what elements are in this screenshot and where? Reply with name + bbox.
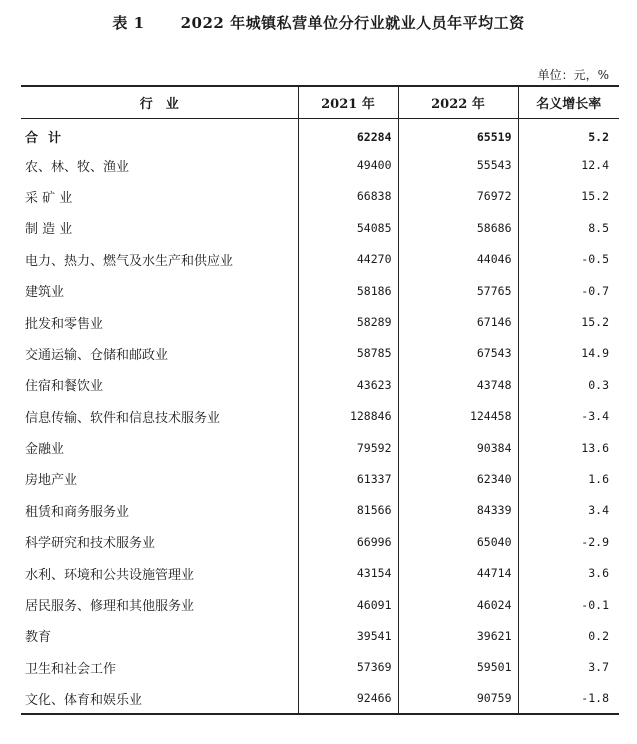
unit-label: 单位：元，%: [537, 68, 609, 82]
growth-rate-cell: -1.8: [518, 683, 619, 714]
table-row: [21, 244, 619, 275]
wage-2021-cell: 92466: [298, 683, 398, 714]
table-body: [21, 118, 619, 714]
growth-rate-cell: 0.2: [518, 620, 619, 651]
table-row: [21, 652, 619, 683]
growth-rate-cell: -0.5: [518, 244, 619, 275]
wage-2021-cell: 66838: [298, 181, 398, 212]
table-row: [21, 275, 619, 306]
wage-2022-cell: 90759: [398, 683, 518, 714]
wage-2021-cell: 58289: [298, 306, 398, 337]
header-2021: 2021 年: [298, 86, 398, 118]
industry-cell: 文化、体育和娱乐业: [21, 683, 298, 714]
wage-2022-cell: 59501: [398, 652, 518, 683]
wage-2022-cell: 62340: [398, 463, 518, 494]
table-row: [21, 620, 619, 651]
wage-2021-cell: 58785: [298, 338, 398, 369]
industry-cell: 租赁和商务服务业: [25, 504, 130, 520]
table-row: [21, 495, 619, 526]
growth-rate-cell: 3.6: [518, 557, 619, 588]
wage-2021-cell: 44270: [298, 244, 398, 275]
industry-cell: 教育: [25, 630, 52, 646]
table-row: [21, 401, 619, 432]
wage-2021-cell: 128846: [298, 401, 398, 432]
industry-cell: 批发和零售业: [25, 316, 104, 332]
table-number: 表 1: [112, 14, 145, 32]
header-industry: 行 业: [21, 86, 298, 118]
wage-2022-cell: 44046: [398, 244, 518, 275]
growth-rate-cell: 14.9: [518, 338, 619, 369]
wage-2022-cell: 124458: [398, 401, 518, 432]
wage-2021-cell: 58186: [298, 275, 398, 306]
wage-2022-cell: 65519: [398, 118, 518, 149]
industry-cell: 电力、热力、燃气及水生产和供应业: [25, 253, 234, 269]
wage-2021-cell: 49400: [298, 149, 398, 180]
growth-rate-cell: -2.9: [518, 526, 619, 557]
industry-cell: 建筑业: [25, 285, 65, 301]
growth-rate-cell: 8.5: [518, 212, 619, 243]
industry-cell: 交通运输、仓储和邮政业: [25, 347, 169, 363]
header-2022: 2022 年: [398, 86, 518, 118]
wage-2022-cell: 44714: [398, 557, 518, 588]
wage-table: [21, 85, 619, 715]
table-row: [21, 589, 619, 620]
wage-2021-cell: 54085: [298, 212, 398, 243]
growth-rate-cell: -0.1: [518, 589, 619, 620]
growth-rate-cell: 3.7: [518, 652, 619, 683]
table-row: [21, 526, 619, 557]
table-row: [21, 338, 619, 369]
industry-cell: 合计: [25, 131, 72, 147]
industry-cell: 采 矿 业: [25, 190, 73, 206]
wage-2021-cell: 39541: [298, 620, 398, 651]
growth-rate-cell: 12.4: [518, 149, 619, 180]
total-row: [21, 118, 619, 149]
growth-rate-cell: 1.6: [518, 463, 619, 494]
growth-rate-cell: 15.2: [518, 306, 619, 337]
growth-rate-cell: 3.4: [518, 495, 619, 526]
table-row: [21, 212, 619, 243]
table-row: [21, 432, 619, 463]
wage-2022-cell: 57765: [398, 275, 518, 306]
table-row: [21, 369, 619, 400]
wage-2021-cell: 81566: [298, 495, 398, 526]
wage-2022-cell: 55543: [398, 149, 518, 180]
wage-2022-cell: 58686: [398, 212, 518, 243]
wage-2021-cell: 43623: [298, 369, 398, 400]
wage-2021-cell: 43154: [298, 557, 398, 588]
wage-2022-cell: 67543: [398, 338, 518, 369]
industry-cell: 农、林、牧、渔业: [25, 159, 130, 175]
header-row: [21, 86, 619, 118]
wage-2022-cell: 90384: [398, 432, 518, 463]
wage-2022-cell: 65040: [398, 526, 518, 557]
growth-rate-cell: 15.2: [518, 181, 619, 212]
growth-rate-cell: -0.7: [518, 275, 619, 306]
industry-cell: 信息传输、软件和信息技术服务业: [25, 410, 221, 426]
growth-rate-cell: 0.3: [518, 369, 619, 400]
wage-2021-cell: 79592: [298, 432, 398, 463]
table-row: [21, 306, 619, 337]
industry-cell: 制 造 业: [25, 222, 73, 238]
table-row: [21, 181, 619, 212]
table-row: [21, 463, 619, 494]
wage-2022-cell: 67146: [398, 306, 518, 337]
table-row: [21, 149, 619, 180]
wage-2022-cell: 43748: [398, 369, 518, 400]
wage-2021-cell: 61337: [298, 463, 398, 494]
industry-cell: 卫生和社会工作: [25, 661, 117, 677]
wage-2022-cell: 39621: [398, 620, 518, 651]
growth-rate-cell: 5.2: [518, 118, 619, 149]
wage-2021-cell: 66996: [298, 526, 398, 557]
table-title: [0, 12, 637, 33]
growth-rate-cell: 13.6: [518, 432, 619, 463]
wage-2022-cell: 46024: [398, 589, 518, 620]
growth-rate-cell: -3.4: [518, 401, 619, 432]
industry-cell: 金融业: [25, 442, 65, 458]
wage-2021-cell: 57369: [298, 652, 398, 683]
industry-cell: 居民服务、修理和其他服务业: [25, 599, 195, 615]
wage-2021-cell: 62284: [298, 118, 398, 149]
table-row: [21, 683, 619, 714]
industry-cell: 科学研究和技术服务业: [25, 536, 156, 552]
wage-2022-cell: 84339: [398, 495, 518, 526]
table-row: [21, 557, 619, 588]
industry-cell: 房地产业: [25, 473, 78, 489]
header-growth: 名义增长率: [518, 86, 619, 118]
industry-cell: 水利、环境和公共设施管理业: [25, 567, 195, 583]
wage-2021-cell: 46091: [298, 589, 398, 620]
wage-2022-cell: 76972: [398, 181, 518, 212]
industry-cell: 住宿和餐饮业: [25, 379, 104, 395]
table-title-text: 2022 年城镇私营单位分行业就业人员年平均工资: [180, 14, 525, 32]
